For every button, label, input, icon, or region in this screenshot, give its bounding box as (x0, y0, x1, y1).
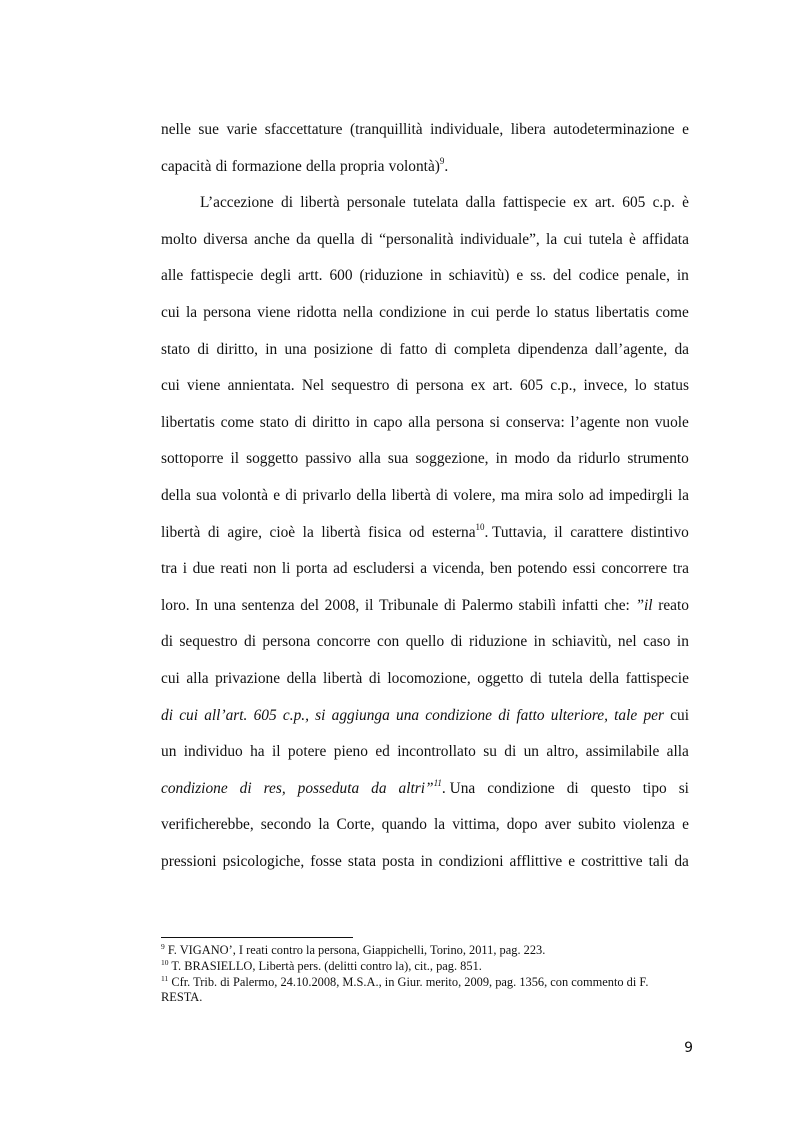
footnote: $^{10}$ T. BRASIELLO, Libertà pers. (delitti contro la), cit., pag. 851. (161, 957, 482, 973)
text-line: tra i due reati non li porta ad escludersi a vicenda, ben potendo essi concorrere tra (161, 560, 689, 578)
text-line: molto diversa anche da quella di “personalità individuale”, la cui tutela è affidata (161, 230, 689, 248)
text-line: pressioni psicologiche, fosse stata posta in condizioni afflittive e costrittive tali da (161, 852, 689, 870)
text-line: libertatis come stato di diritto in capo alla persona si conserva: l’agente non vuole (161, 413, 689, 431)
footnote-separator (161, 937, 353, 938)
text-line: nelle sue varie sfaccettature (tranquillità individuale, libera autodeterminazione e (161, 121, 689, 138)
page-number: 9 (684, 1040, 693, 1056)
text-line: di sequestro di persona concorre con quello di riduzione in schiavitù, nel caso in (161, 633, 689, 651)
footnote-ref: 11 (433, 777, 442, 788)
footnote: $^9$ F. VIGANO’, I reati contro la persona, Giappichelli, Torino, 2011, pag. 223. (161, 942, 546, 957)
footnotes (161, 943, 691, 1006)
footnote-ref: 10 (475, 521, 485, 532)
text-line: stato di diritto, in una posizione di fatto di completa dipendenza dall’agente, da (161, 340, 689, 358)
body-text (161, 112, 689, 880)
text-line: condizione di res, posseduta da altri”$^{11}$. Una condizione di questo tipo si (161, 777, 689, 797)
footnote-ref: 9 (439, 155, 445, 166)
text-line: cui viene annientata. Nel sequestro di persona ex art. 605 c.p., invece, lo status (161, 377, 689, 395)
text-line: cui la persona viene ridotta nella condizione in cui perde lo status libertatis come (161, 303, 689, 321)
text-line: capacità di formazione della propria volontà)$^9$. (161, 155, 449, 175)
text-line: della sua volontà e di privarlo della libertà di volere, ma mira solo ad impedirgli la (161, 486, 689, 504)
text-line: un individuo ha il potere pieno ed incontrollato su di un altro, assimilabile alla (161, 743, 689, 761)
text-line: sottoporre il soggetto passivo alla sua soggezione, in modo da ridurlo strumento (161, 450, 689, 468)
text-line: verificherebbe, secondo la Corte, quando la vittima, dopo aver subito violenza e (161, 816, 689, 834)
text-line: libertà di agire, cioè la libertà fisica od esterna$^{10}$. Tuttavia, il carattere distintivo (161, 521, 689, 541)
footnote: $^{11}$ Cfr. Trib. di Palermo, 24.10.2008, M.S.A., in Giur. merito, 2009, pag. 1356, con commento di F. RESTA. (161, 973, 649, 1005)
text-line: alle fattispecie degli artt. 600 (riduzione in schiavitù) e ss. del codice penale, in (161, 267, 689, 285)
text-line: di cui all’art. 605 c.p., si aggiunga una condizione di fatto ulteriore, tale per cui (161, 706, 689, 724)
text-line: L’accezione di libertà personale tutelata dalla fattispecie ex art. 605 c.p. è (200, 194, 689, 212)
text-line: cui alla privazione della libertà di locomozione, oggetto di tutela della fattispecie (161, 669, 689, 687)
text-line: loro. In una sentenza del 2008, il Tribunale di Palermo stabilì infatti che: ”il reato (161, 596, 689, 614)
